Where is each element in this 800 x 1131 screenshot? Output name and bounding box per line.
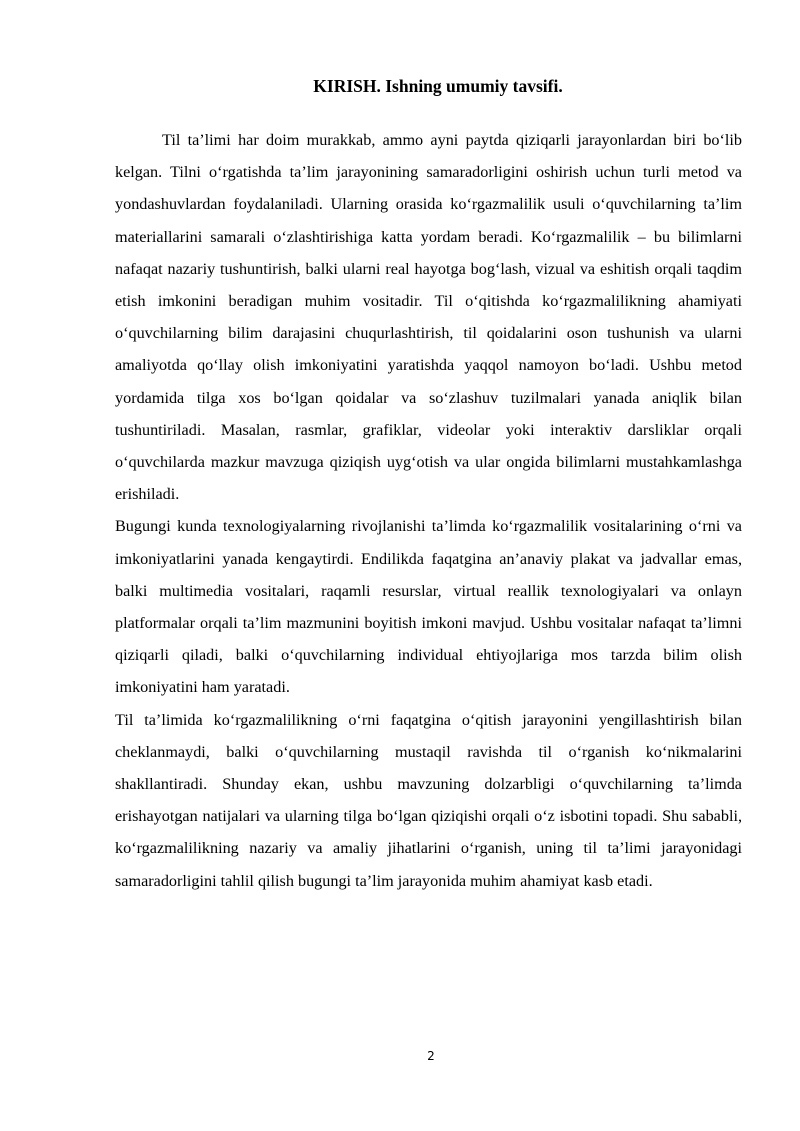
page-number: 2 [427,1049,435,1063]
paragraph-2: Bugungi kunda texnologiyalarning rivojlanishi ta’limda ko‘rgazmalilik vositalarining o‘rni va imkoniyatlarini yanada kengaytirdi. Endilikda faqatgina an’anaviy plakat va jadvallar emas, balki multimedia vositalari, raqamli resurslar, virtual reallik texnologiyalari va onlayn platformalar orqali ta’lim mazmunini boyitish imkoni mavjud. Ushbu vositalar nafaqat ta’limni qiziqarli qiladi, balki o‘quvchilarning individual ehtiyojlariga mos tarzda bilim olish imkoniyatini ham yaratadi. [115,517,742,697]
document-body [115,124,742,897]
document-title: KIRISH. Ishning umumiy tavsifi. [313,76,563,96]
paragraph-3: Til ta’limida ko‘rgazmalilikning o‘rni faqatgina o‘qitish jarayonini yengillashtirish bilan cheklanmaydi, balki o‘quvchilarning mustaqil ravishda til o‘rganish ko‘nikmalarini shakllantiradi. Shunday ekan, ushbu mavzuning dolzarbligi o‘quvchilarning ta’limda erishayotgan natijalari va ularning tilga bo‘lgan qiziqishi orqali o‘z isbotini topadi. Shu sababli, ko‘rgazmalilikning nazariy va amaliy jihatlarini o‘rganish, uning til ta’limi jarayonidagi samaradorligini tahlil qilish bugungi ta’lim jarayonida muhim ahamiyat kasb etadi. [115,710,742,890]
paragraph-1: Til ta’limi har doim murakkab, ammo ayni paytda qiziqarli jarayonlardan biri bo‘lib kelgan. Tilni o‘rgatishda ta’lim jarayonining samaradorligini oshirish uchun turli metod va yondashuvlardan foydalaniladi. Ularning orasida ko‘rgazmalilik usuli o‘quvchilarning ta’lim materiallarini samarali o‘zlashtirishiga katta yordam beradi. Ko‘rgazmalilik – bu bilimlarni nafaqat nazariy tushuntirish, balki ularni real hayotga bog‘lash, vizual va eshitish orqali taqdim etish imkonini beradigan muhim vositadir. Til o‘qitishda ko‘rgazmalilikning ahamiyati o‘quvchilarning bilim darajasini chuqurlashtirish, til qoidalarini oson tushunish va ularni amaliyotda qo‘llay olish imkoniyatini yaratishda yaqqol namoyon bo‘ladi. Ushbu metod yordamida tilga xos bo‘lgan qoidalar va so‘zlashuv tuzilmalari yanada aniqlik bilan tushuntiriladi. Masalan, rasmlar, grafiklar, videolar yoki interaktiv darsliklar orqali o‘quvchilarda mazkur mavzuga qiziqish uyg‘otish va ular ongida bilimlarni mustahkamlashga erishiladi. [115,131,742,504]
